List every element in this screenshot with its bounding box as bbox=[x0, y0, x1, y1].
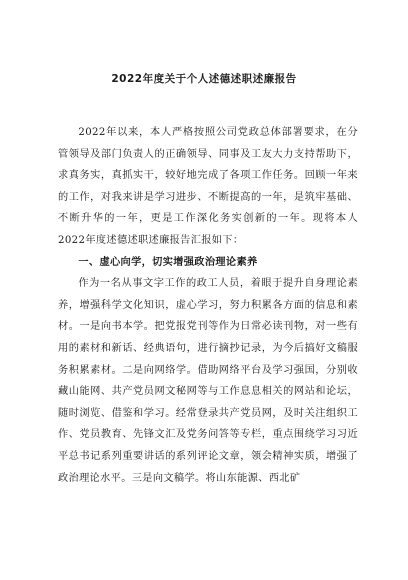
intro-paragraph: 2022年以来，本人严格按照公司党政总体部署要求，在分管领导及部门负责人的正确领导、同事及工友大力支持帮助下，求真务实，真抓实干，较好地完成了各项工作任务。回顾一年来的工作，对我来讲是学习进步、不断提高的一年，是筑牢基础、不断升华的一年，更是工作深化务实创新的一年。现将本人2022年度述德述职述廉报告汇报如下： bbox=[58, 127, 358, 246]
document-body bbox=[58, 122, 358, 489]
document-title: 2022年度关于个人述德述职述廉报告 bbox=[111, 73, 297, 85]
section-heading: 一、虚心向学，切实增强政治理论素养 bbox=[78, 256, 258, 268]
section-paragraph: 作为一名从事文字工作的政工人员，着眼于提升自身理论素养，增强科学文化知识，虚心学习，努力积累各方面的信息和素材。一是向书本学。把党报党刊等作为日常必读刊物，对一些有用的素材和新话、经典语句，进行摘抄记录，为今后搞好文稿服务积累素材。二是向网络学。借助网络平台及学习强国，分别收藏山能网、共产党员网文秘网等与工作息息相关的网站和论坛，随时浏览、借鉴和学习。经常登录共产党员网，及时关注组织工作、党员教育、先锋文汇及党务问答等专栏，重点围绕学习习近平总书记系列重要讲话的系列评论文章，领会精神实质，增强了政治理论水平。三是向文稿学。将山东能源、西北矿 bbox=[58, 278, 358, 484]
